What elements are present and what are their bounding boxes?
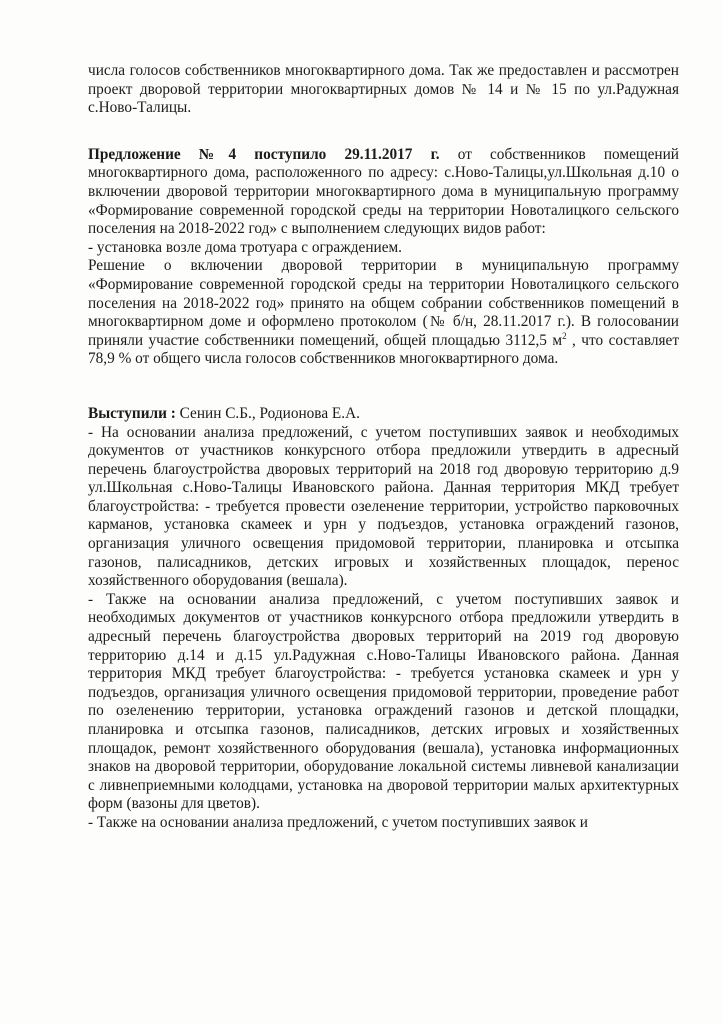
list-item-next: - Также на основании анализа предложений, с учетом поступивших заявок и (88, 813, 588, 831)
list-item-2019: - Также на основании анализа предложений, с учетом поступивших заявок и необходимых документов от участников конкурсного отбора предложили утвердить в адресный перечень благоустройства дворовых территорий на 2019 год дворовую территорию д.14 и д.15 ул.Радужная с.Ново-Талицы Ивановского района. Данная территория МКД требует благоустройства: - требуется установка скамеек и урн у подъездов, организация уличного освещения придомовой территории, проведение работ по озеленению территории, установка ограждений газонов и детской площадки, планировка и отсыпка газонов, палисадников, детских игровых и хозяйственных площадок, ремонт хозяйственного оборудования (вешала), установка информационных знаков на дворовой территории, оборудование локальной системы ливневой канализации с ливнеприемными колодцами, установка на дворовой территории малых архитектурных форм (вазоны для цветов). (88, 590, 679, 813)
square-meter-superscript: 2 (562, 330, 567, 341)
list-item-2018: - На основании анализа предложений, с учетом поступивших заявок и необходимых документов от участников конкурсного отбора предложили утвердить в адресный перечень благоустройства дворовых территорий на 2018 год дворовую территорию д.9 ул.Школьная с.Ново-Талицы Ивановского района. Данная территория МКД требует благоустройства: - требуется провести озеленение территории, устройство парковочных карманов, установка скамеек и урн у подъездов, установка ограждений газонов, организация уличного освещения придомовой территории, планировка и отсыпка газонов, палисадников, детских игровых и хозяйственных площадок, перенос хозяйственного оборудования (вешала). (88, 423, 679, 590)
speakers-names: Сенин С.Б., Родионова Е.А. (175, 404, 360, 422)
speakers-label: Выступили : (88, 404, 176, 422)
proposal-4-works: - установка возле дома тротуара с ограждением. (88, 238, 403, 256)
intro-paragraph: числа голосов собственников многоквартирного дома. Так же предоставлен и рассмотрен проект дворовой территории многоквартирных домов № 14 и № 15 по ул.Радужная с.Ново-Талицы. (88, 62, 679, 117)
proposal-4-heading: Предложение №4 поступило 29.11.2017 г. (88, 145, 440, 163)
proposal-4-paragraph (88, 146, 679, 239)
speakers-line (88, 405, 679, 424)
proposal-4-body: от собственников помещений многоквартирного дома, расположенного по адресу: с.Ново-Талицы,ул.Школьная д.10 о включении дворовой территории многоквартирного дома в муниципальную программу «Формирование современной городской среды на территории Новоталицкого сельского поселения на 2018-2022 год» с выполнением следующих видов работ: (88, 145, 679, 238)
proposal-4-decision-text: Решение о включении дворовой территории в муниципальную программу «Формирование современной городской среды на территории Новоталицкого сельского поселения на 2018-2022 год» принято на общем собрании собственников помещений в многоквартирном доме и оформлено протоколом (№ б/н, 28.11.2017 г.). В голосовании приняли участие собственники помещений, общей площадью 3112,5 м (88, 257, 679, 349)
proposal-4-decision-tail: , что составляет 78,9 % от общего числа голосов собственников многоквартирного дома. (88, 331, 680, 368)
proposal-4-decision (88, 257, 679, 369)
